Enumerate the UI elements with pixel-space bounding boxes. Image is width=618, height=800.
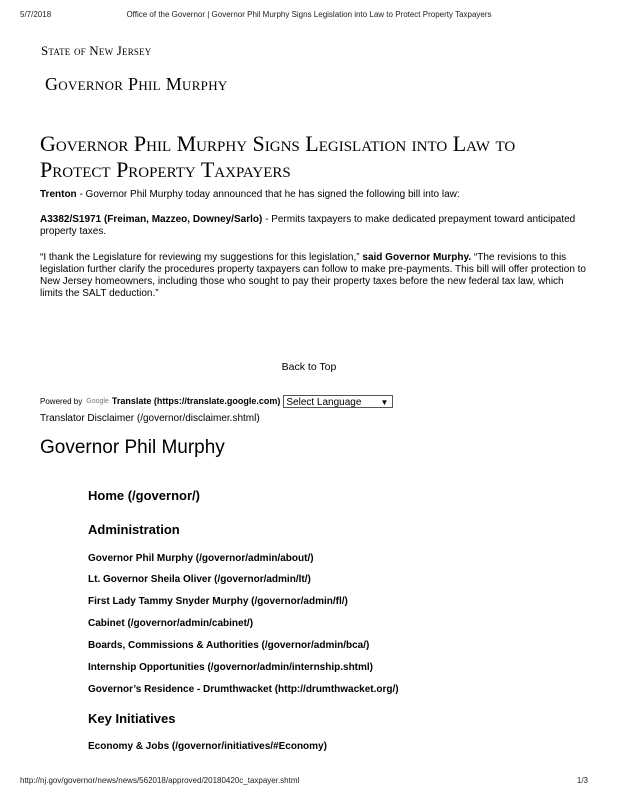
nav-home-link[interactable]: Home (/governor/) [88, 488, 200, 503]
nav-link-cabinet[interactable]: Cabinet (/governor/admin/cabinet/) [88, 618, 254, 629]
google-logo: Google [86, 397, 109, 405]
page-number: 1/3 [576, 776, 588, 785]
key-initiatives-heading: Key Initiatives [88, 711, 176, 726]
bill-paragraph: A3382/S1971 (Freiman, Mazzeo, Downey/Sarlo) - Permits taxpayers to make dedicated prepayment toward anticipated property taxes. [40, 214, 576, 237]
intro-paragraph: Trenton - Governor Phil Murphy today announced that he has signed the following bill into law: [40, 189, 460, 200]
print-header [0, 10, 618, 22]
quote-paragraph: “I thank the Legislature for reviewing my suggestions for this legislation,” said Governor Murphy. “The revisions to this legislation further clarify the procedures property taxpayers can follow to make pre-payments. This bill will offer protection to New Jersey homeowners, including those who sought to pay their property taxes before the new federal tax law, which limits the SALT deduction.” [40, 252, 586, 299]
print-date: 5/7/2018 [20, 10, 52, 19]
headline-line-1: Governor Phil Murphy Signs Legislation into Law to [40, 131, 516, 156]
governor-brand-link[interactable]: Governor Phil Murphy [45, 74, 228, 94]
footer-governor-title: Governor Phil Murphy [40, 437, 225, 458]
translator-disclaimer-link[interactable]: Translator Disclaimer (/governor/disclaimer.shtml) [40, 413, 260, 424]
print-doc-title: Office of the Governor | Governor Phil Murphy Signs Legislation into Law to Protect Property Taxpayers [126, 10, 492, 19]
translate-widget [40, 394, 393, 408]
headline-line-2: Protect Property Taxpayers [40, 157, 291, 182]
administration-heading: Administration [88, 522, 180, 537]
print-url: http://nj.gov/governor/news/news/562018/approved/20180420c_taxpayer.shtml [20, 776, 300, 785]
nav-link-governor[interactable]: Governor Phil Murphy (/governor/admin/about/) [88, 553, 314, 564]
page-title [40, 131, 600, 183]
nav-link-residence[interactable]: Governor’s Residence - Drumthwacket (http://drumthwacket.org/) [88, 684, 399, 695]
language-select[interactable] [283, 395, 393, 408]
nav-link-internship[interactable]: Internship Opportunities (/governor/admin/internship.shtml) [88, 662, 374, 673]
back-to-top-link[interactable]: Back to Top [281, 361, 337, 373]
quote-attribution: said Governor Murphy. [362, 252, 472, 263]
language-select-value: Select Language [286, 396, 362, 408]
powered-by-label: Powered by [40, 396, 83, 406]
bill-number: A3382/S1971 (Freiman, Mazzeo, Downey/Sarlo) [40, 214, 263, 225]
state-of-new-jersey-link[interactable]: State of New Jersey [41, 43, 152, 58]
nav-link-economy[interactable]: Economy & Jobs (/governor/initiatives/#Economy) [88, 741, 327, 752]
nav-link-first-lady[interactable]: First Lady Tammy Snyder Murphy (/governor/admin/fl/) [88, 596, 348, 607]
dropdown-arrow-icon: ▼ [380, 397, 389, 407]
nav-link-lt-governor[interactable]: Lt. Governor Sheila Oliver (/governor/admin/lt/) [88, 574, 311, 585]
nav-link-boards[interactable]: Boards, Commissions & Authorities (/governor/admin/bca/) [88, 640, 370, 651]
translate-link[interactable]: Translate (https://translate.google.com) [111, 396, 281, 406]
dateline: Trenton [40, 189, 77, 200]
